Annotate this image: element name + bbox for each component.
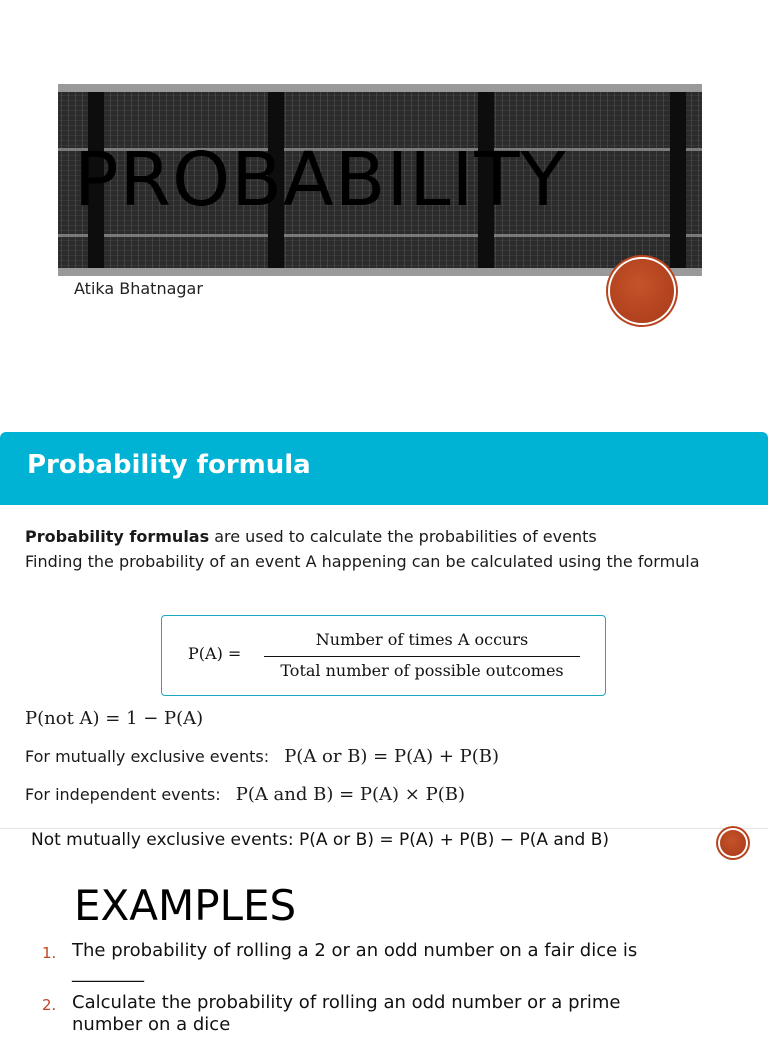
list-item-number: 2. [42, 996, 57, 1014]
examples-slide [0, 828, 768, 1035]
not-a-formula: P(not A) = 1 − P(A) [25, 708, 204, 729]
formula-numerator: Number of times A occurs [315, 630, 529, 649]
intro-line-2: Finding the probability of an event A happening can be calculated using the formula [25, 552, 700, 571]
slide-title: PROBABILITY [74, 137, 567, 223]
banner-rail [58, 234, 702, 237]
decorative-circle [720, 830, 746, 856]
list-item-text: Calculate the probability of rolling an odd number or a prime number on a dice [72, 992, 621, 1035]
author-name: Atika Bhatnagar [74, 279, 203, 298]
banner-top-band [58, 84, 702, 92]
formula-denominator: Total number of possible outcomes [280, 661, 564, 680]
not-mutually-exclusive-note: Not mutually exclusive events: P(A or B) = P(A) + P(B) − P(A and B) [31, 830, 610, 850]
formula-lhs: P(A) = [188, 644, 242, 663]
list-item-text: The probability of rolling a 2 or an odd number on a fair dice is ________ [72, 940, 638, 983]
fraction-bar [264, 656, 580, 657]
formula-slide [0, 432, 768, 828]
formula-header-bar [0, 432, 768, 505]
title-slide [0, 0, 768, 432]
intro-bold: Probability formulas [25, 527, 210, 546]
independent-formula: P(A and B) = P(A) × P(B) [235, 784, 465, 805]
independent-line [25, 784, 465, 805]
banner-post [670, 92, 686, 268]
intro-rest: are used to calculate the probabilities of events [209, 527, 597, 546]
independent-label: For independent events: [25, 785, 221, 804]
examples-title: EXAMPLES [74, 881, 297, 930]
list-item [42, 992, 682, 1036]
mutually-exclusive-line [25, 746, 499, 767]
list-item-number: 1. [42, 944, 57, 962]
decorative-circle [610, 259, 674, 323]
formula-header-title: Probability formula [27, 450, 311, 480]
examples-list [42, 940, 682, 1044]
banner-bottom-band [58, 268, 702, 276]
probability-formula-box [161, 615, 606, 696]
intro-line [25, 524, 725, 549]
formula-intro [25, 524, 725, 574]
mutually-exclusive-label: For mutually exclusive events: [25, 747, 270, 766]
mutually-exclusive-formula: P(A or B) = P(A) + P(B) [284, 746, 500, 767]
list-item [42, 940, 682, 984]
